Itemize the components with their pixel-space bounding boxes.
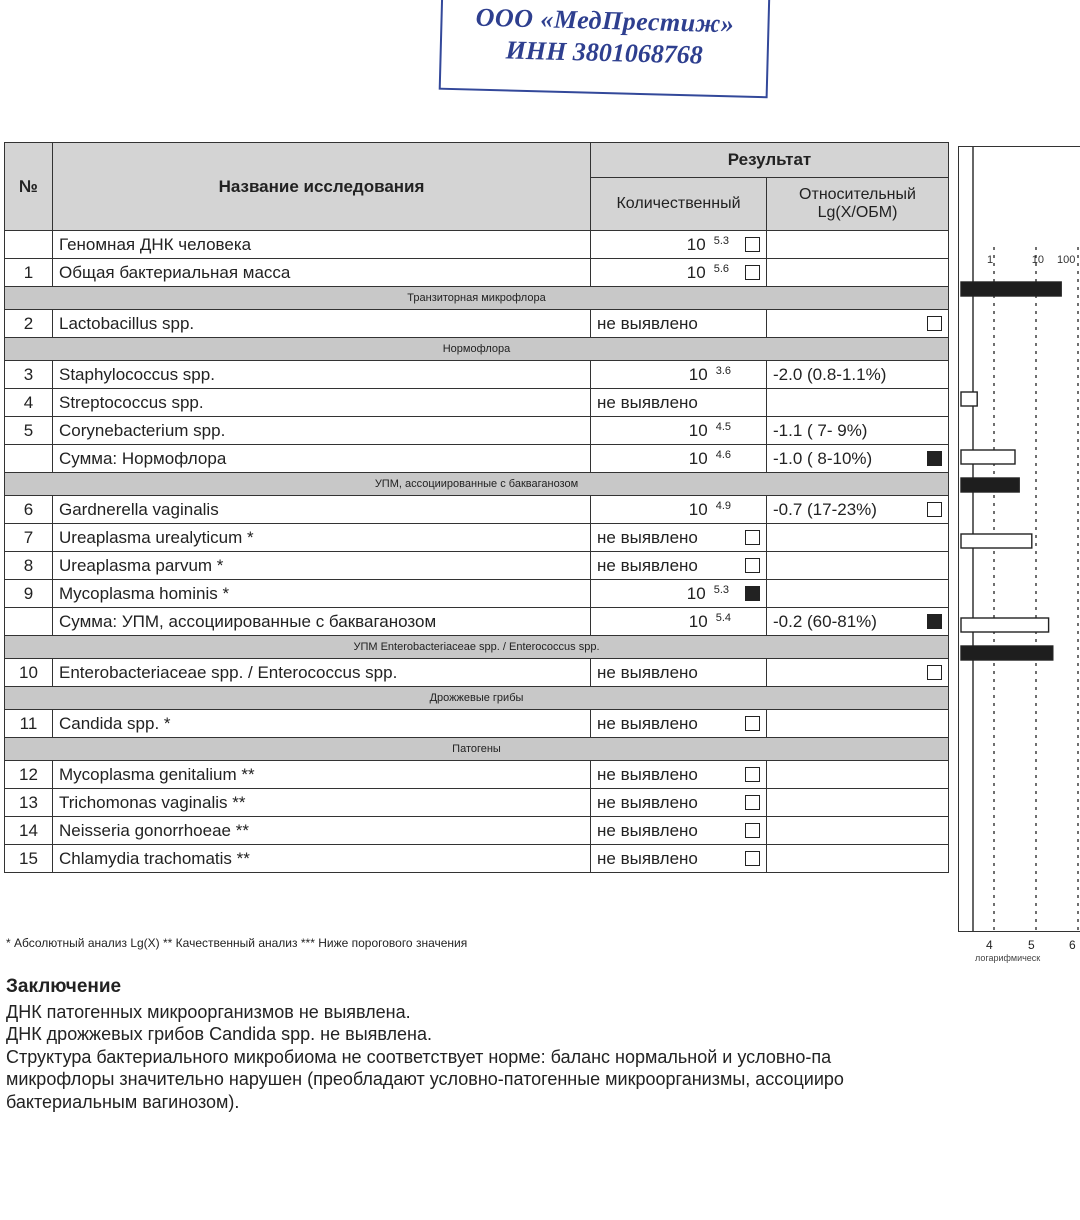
chart-top-tick: 100	[1057, 254, 1076, 266]
relative-result	[767, 659, 949, 687]
test-name: Геномная ДНК человека	[53, 231, 591, 259]
not-detected-text: не выявлено	[597, 713, 698, 733]
stamp-line-1: ООО «МедПрестиж»	[475, 2, 735, 39]
quantitative-value	[597, 393, 760, 413]
section-row	[5, 738, 949, 761]
quantitative-value	[597, 365, 760, 385]
power-exponent: 4.5	[715, 420, 731, 433]
row-number: 5	[5, 417, 53, 445]
row-number: 8	[5, 552, 53, 580]
table-row	[5, 845, 949, 873]
row-number: 9	[5, 580, 53, 608]
conclusion-line-2: ДНК дрожжевых грибов Candida spp. не выявлена.	[6, 1024, 432, 1044]
quantitative-value	[597, 821, 760, 841]
power-exponent: 3.6	[715, 364, 731, 377]
relative-checkbox-icon	[927, 502, 942, 517]
power-base: 10	[688, 611, 708, 631]
relative-value	[773, 665, 942, 680]
relative-value	[773, 316, 942, 331]
row-number: 14	[5, 817, 53, 845]
not-detected-text: не выявлено	[597, 527, 698, 547]
header-test-name: Название исследования	[53, 143, 591, 231]
row-number	[5, 608, 53, 636]
relative-checkbox-icon	[927, 451, 942, 466]
relative-text: -0.7 (17-23%)	[773, 499, 877, 519]
relative-value	[773, 421, 942, 441]
quantitative-value	[597, 263, 760, 283]
conclusion-line-3: Структура бактериального микробиома не соответствует норме: баланс нормальной и условно-па	[6, 1046, 832, 1067]
not-detected-text: не выявлено	[597, 820, 698, 840]
quantitative-value	[597, 765, 760, 785]
relative-result	[767, 361, 949, 389]
section-title: Патогены	[5, 738, 949, 761]
conclusion-section	[6, 976, 1080, 1113]
power-value	[689, 500, 731, 520]
relative-result	[767, 552, 949, 580]
relative-text: -0.2 (60-81%)	[773, 611, 877, 631]
axis-name: логарифмическ	[975, 953, 1041, 963]
quantitative-result	[591, 608, 767, 636]
quantitative-value	[597, 849, 760, 869]
header-quantitative: Количественный	[591, 178, 767, 231]
conclusion-line-1: ДНК патогенных микроорганизмов не выявлена.	[6, 1001, 411, 1022]
chart-bar	[961, 282, 1061, 296]
relative-result	[767, 417, 949, 445]
log-scale-chart-svg	[959, 147, 1080, 931]
table-row	[5, 361, 949, 389]
quantitative-value	[597, 421, 760, 441]
test-name: Mycoplasma hominis *	[53, 580, 591, 608]
table-row	[5, 789, 949, 817]
table-row	[5, 496, 949, 524]
log-scale-chart	[958, 146, 1080, 932]
relative-text: -1.0 ( 8-10%)	[773, 448, 873, 468]
table-header-row	[5, 143, 949, 178]
quantitative-result	[591, 761, 767, 789]
result-checkbox-icon	[745, 851, 760, 866]
relative-text: -2.0 (0.8-1.1%)	[773, 364, 887, 384]
quantitative-result	[591, 445, 767, 473]
table-footnote: * Абсолютный анализ Lg(X) ** Качественный анализ *** Ниже порогового значения	[6, 936, 468, 950]
result-checkbox-icon	[745, 586, 760, 601]
header-relative-line2: Lg(X/ОБМ)	[817, 204, 898, 221]
axis-bottom-tick-4: 4	[986, 938, 993, 952]
row-number	[5, 445, 53, 473]
power-exponent: 5.3	[713, 234, 729, 247]
relative-result	[767, 389, 949, 417]
result-checkbox-icon	[745, 237, 760, 252]
chart-top-tick: 10	[1031, 254, 1045, 266]
table-row	[5, 259, 949, 287]
test-name: Candida spp. *	[53, 710, 591, 738]
not-detected-text: не выявлено	[597, 792, 698, 812]
relative-result	[767, 761, 949, 789]
table-row	[5, 417, 949, 445]
test-name: Corynebacterium spp.	[53, 417, 591, 445]
section-row	[5, 636, 949, 659]
quantitative-value	[597, 235, 760, 255]
stamp-line-2: ИНН 3801068768	[505, 35, 704, 70]
test-name: Lactobacillus spp.	[53, 310, 591, 338]
relative-result	[767, 789, 949, 817]
power-exponent: 4.6	[715, 448, 731, 461]
power-base: 10	[686, 234, 706, 254]
section-row	[5, 473, 949, 496]
power-base: 10	[688, 420, 708, 440]
relative-text: -1.1 ( 7- 9%)	[773, 420, 868, 440]
chart-bar	[961, 478, 1019, 492]
power-base: 10	[686, 262, 706, 282]
quantitative-result	[591, 845, 767, 873]
quantitative-result	[591, 817, 767, 845]
row-number: 13	[5, 789, 53, 817]
chart-bar	[961, 450, 1015, 464]
table-row	[5, 231, 949, 259]
power-exponent: 5.3	[713, 583, 729, 596]
conclusion-line-4: микрофлоры значительно нарушен (преобладают условно-патогенные микроорганизмы, ассоцииро	[6, 1069, 844, 1089]
quantitative-value	[597, 449, 760, 469]
relative-value	[773, 500, 942, 520]
relative-value	[773, 365, 942, 385]
quantitative-value	[597, 612, 760, 632]
row-number	[5, 231, 53, 259]
power-exponent: 5.6	[713, 262, 729, 275]
row-number: 11	[5, 710, 53, 738]
header-result: Результат	[591, 143, 949, 178]
conclusion-title: Заключение	[6, 976, 122, 997]
table-row	[5, 608, 949, 636]
table-row	[5, 389, 949, 417]
test-name: Сумма: Нормофлора	[53, 445, 591, 473]
relative-result	[767, 710, 949, 738]
table-row	[5, 817, 949, 845]
row-number: 12	[5, 761, 53, 789]
quantitative-value	[597, 314, 760, 334]
table-row	[5, 659, 949, 687]
conclusion-line-5: бактериальным вагинозом).	[6, 1091, 240, 1112]
table-row	[5, 310, 949, 338]
relative-result	[767, 310, 949, 338]
power-exponent: 5.4	[715, 611, 731, 624]
section-title: Нормофлора	[5, 338, 949, 361]
chart-bar	[961, 646, 1053, 660]
quantitative-value	[597, 663, 760, 683]
table-row	[5, 580, 949, 608]
test-name: Общая бактериальная масса	[53, 259, 591, 287]
relative-checkbox-icon	[927, 665, 942, 680]
quantitative-result	[591, 496, 767, 524]
row-number: 6	[5, 496, 53, 524]
quantitative-value	[597, 500, 760, 520]
table-row	[5, 710, 949, 738]
test-name: Chlamydia trachomatis **	[53, 845, 591, 873]
power-value	[687, 263, 729, 283]
test-name: Ureaplasma urealyticum *	[53, 524, 591, 552]
test-name: Neisseria gonorrhoeae **	[53, 817, 591, 845]
header-number: №	[5, 143, 53, 231]
quantitative-value	[597, 714, 760, 734]
relative-result	[767, 524, 949, 552]
result-checkbox-icon	[745, 823, 760, 838]
table-row	[5, 524, 949, 552]
quantitative-result	[591, 389, 767, 417]
not-detected-text: не выявлено	[597, 392, 698, 412]
relative-result	[767, 231, 949, 259]
result-checkbox-icon	[745, 716, 760, 731]
test-name: Enterobacteriaceae spp. / Enterococcus spp.	[53, 659, 591, 687]
not-detected-text: не выявлено	[597, 764, 698, 784]
power-base: 10	[688, 499, 708, 519]
table-row	[5, 761, 949, 789]
power-value	[689, 612, 731, 632]
section-title: УПМ Enterobacteriaceae spp. / Enterococcus spp.	[5, 636, 949, 659]
quantitative-value	[597, 556, 760, 576]
test-name: Сумма: УПМ, ассоциированные с бакваганозом	[53, 608, 591, 636]
not-detected-text: не выявлено	[597, 848, 698, 868]
test-name: Mycoplasma genitalium **	[53, 761, 591, 789]
organization-stamp	[439, 0, 771, 98]
row-number: 2	[5, 310, 53, 338]
power-value	[689, 365, 731, 385]
relative-value	[773, 449, 942, 469]
quantitative-value	[597, 584, 760, 604]
power-base: 10	[686, 583, 706, 603]
not-detected-text: не выявлено	[597, 662, 698, 682]
quantitative-result	[591, 710, 767, 738]
result-checkbox-icon	[745, 558, 760, 573]
row-number: 3	[5, 361, 53, 389]
section-row	[5, 687, 949, 710]
section-row	[5, 287, 949, 310]
relative-result	[767, 845, 949, 873]
test-name: Ureaplasma parvum *	[53, 552, 591, 580]
power-exponent: 4.9	[715, 499, 731, 512]
relative-result	[767, 580, 949, 608]
result-checkbox-icon	[745, 265, 760, 280]
relative-result	[767, 496, 949, 524]
test-name: Staphylococcus spp.	[53, 361, 591, 389]
row-number: 15	[5, 845, 53, 873]
result-checkbox-icon	[745, 795, 760, 810]
quantitative-result	[591, 310, 767, 338]
relative-result	[767, 608, 949, 636]
chart-top-tick: 1	[987, 254, 994, 266]
relative-checkbox-icon	[927, 316, 942, 331]
chart-bar	[961, 534, 1032, 548]
test-name: Gardnerella vaginalis	[53, 496, 591, 524]
result-checkbox-icon	[745, 767, 760, 782]
axis-bottom-tick-5: 5	[1028, 938, 1035, 952]
results-table	[4, 142, 949, 873]
header-relative	[767, 178, 949, 231]
power-base: 10	[688, 448, 708, 468]
quantitative-result	[591, 580, 767, 608]
quantitative-result	[591, 259, 767, 287]
test-name: Trichomonas vaginalis **	[53, 789, 591, 817]
axis-bottom-tick-6: 6	[1069, 938, 1076, 952]
power-value	[687, 584, 729, 604]
row-number: 1	[5, 259, 53, 287]
result-checkbox-icon	[745, 530, 760, 545]
table-row	[5, 445, 949, 473]
relative-result	[767, 445, 949, 473]
row-number: 4	[5, 389, 53, 417]
quantitative-result	[591, 361, 767, 389]
not-detected-text: не выявлено	[597, 555, 698, 575]
chart-bar	[961, 392, 977, 406]
section-row	[5, 338, 949, 361]
power-value	[689, 421, 731, 441]
power-value	[689, 449, 731, 469]
test-name: Streptococcus spp.	[53, 389, 591, 417]
header-relative-line1: Относительный	[799, 186, 916, 203]
not-detected-text: не выявлено	[597, 313, 698, 333]
row-number: 7	[5, 524, 53, 552]
quantitative-value	[597, 528, 760, 548]
table-row	[5, 552, 949, 580]
relative-result	[767, 259, 949, 287]
chart-bar	[961, 618, 1049, 632]
relative-result	[767, 817, 949, 845]
quantitative-result	[591, 659, 767, 687]
section-title: Дрожжевые грибы	[5, 687, 949, 710]
quantitative-result	[591, 417, 767, 445]
quantitative-result	[591, 789, 767, 817]
quantitative-result	[591, 524, 767, 552]
relative-value	[773, 612, 942, 632]
quantitative-result	[591, 552, 767, 580]
quantitative-result	[591, 231, 767, 259]
section-title: Транзиторная микрофлора	[5, 287, 949, 310]
power-base: 10	[688, 364, 708, 384]
power-value	[687, 235, 729, 255]
section-title: УПМ, ассоциированные с бакваганозом	[5, 473, 949, 496]
quantitative-value	[597, 793, 760, 813]
relative-checkbox-icon	[927, 614, 942, 629]
row-number: 10	[5, 659, 53, 687]
